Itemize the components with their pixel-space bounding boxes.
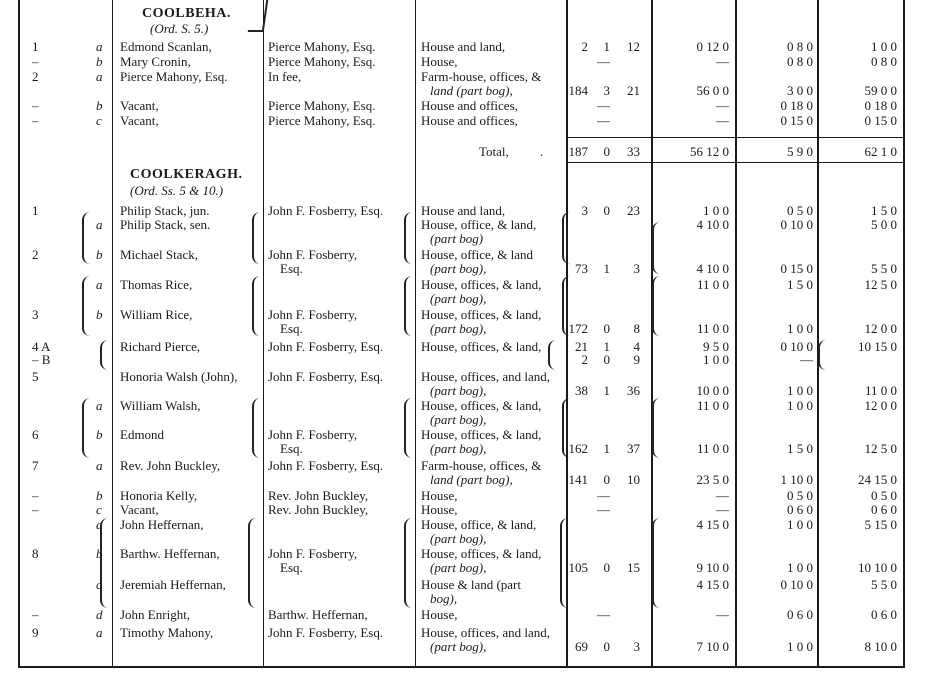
valuation-land: 0 12 0 [696,39,729,54]
description-cont: (part bog), [430,261,487,276]
occupier-name: Pierce Mahony, Esq. [120,69,228,84]
valuation-buildings: 1 5 0 [787,441,813,456]
row-number: 5 [32,369,39,384]
row-number: 1 [32,203,39,218]
description-cont: (part bog), [430,560,487,575]
occupier-name: Honoria Walsh (John), [120,369,238,384]
area-roods: 0 [603,472,610,487]
row-sub-letter: b [96,54,103,69]
grouping-brace [652,398,662,458]
description-cont: (part bog), [430,321,487,336]
valuation-buildings: 0 8 0 [787,39,813,54]
description: House, offices, and land, [421,625,551,640]
pen-mark [248,0,268,32]
lessor-name: Barthw. Heffernan, [268,607,368,622]
lessor-name-cont: Esq. [280,560,303,575]
occupier-name: Mary Cronin, [120,54,191,69]
valuation-land: — [716,607,729,622]
grouping-brace [562,398,572,458]
row-sub-letter: a [96,398,103,413]
row-sub-letter: a [96,458,103,473]
lessor-name: John F. Fosberry, [268,247,358,262]
row-number: 7 [32,458,39,473]
grouping-brace [562,276,572,336]
valuation-total: 10 10 0 [858,560,897,575]
area-acres: 3 [581,203,588,218]
total-buildings: 5 9 0 [787,144,813,159]
row-number: 6 [32,427,39,442]
occupier-name: Honoria Kelly, [120,488,198,503]
row-number: – [32,98,39,113]
rule-total-bottom [566,162,905,163]
occupier-name: Rev. John Buckley, [120,458,221,473]
area-acres: 2 [581,39,588,54]
area-perches: 37 [627,441,640,456]
grouping-brace [818,340,828,370]
section-title-coolbeha: COOLBEHA. [142,6,231,21]
description: House and land, [421,203,506,218]
row-number: – B [32,352,51,367]
row-sub-letter: a [96,625,103,640]
row-sub-letter: a [96,277,103,292]
description: Farm-house, offices, & [421,69,542,84]
rule-left [18,0,20,668]
row-number: – [32,54,39,69]
total-roods: 0 [603,144,610,159]
area-acres: 184 [568,83,588,98]
description: House and offices, [421,113,518,128]
area-roods: — [597,502,610,517]
grouping-brace [82,276,92,336]
valuation-buildings: 0 18 0 [780,98,813,113]
valuation-total: 5 0 0 [871,217,897,232]
valuation-total: 1 5 0 [871,203,897,218]
total-acres: 187 [568,144,588,159]
valuation-land: — [716,98,729,113]
occupier-name: Michael Stack, [120,247,198,262]
area-roods: 0 [603,203,610,218]
area-acres: 73 [575,261,588,276]
area-acres: 162 [568,441,588,456]
area-acres: 69 [575,639,588,654]
valuation-total: 0 6 0 [871,607,897,622]
area-roods: — [597,488,610,503]
valuation-buildings: 0 5 0 [787,203,813,218]
grouping-brace [652,222,662,274]
area-roods: — [597,54,610,69]
lessor-name: John F. Fosberry, [268,307,358,322]
row-number: – [32,113,39,128]
rule-sub [112,0,113,668]
valuation-land: 11 0 0 [696,277,729,292]
valuation-total: 0 15 0 [864,113,897,128]
occupier-name: Vacant, [120,98,159,113]
grouping-brace [252,276,262,336]
valuation-land: 11 0 0 [696,321,729,336]
description: House and offices, [421,98,518,113]
valuation-buildings: 1 10 0 [780,472,813,487]
valuation-land: 10 0 0 [696,383,729,398]
lessor-name: John F. Fosberry, Esq. [268,339,384,354]
description: House, offices, & land, [421,546,542,561]
description-cont: (part bog), [430,531,487,546]
occupier-name: John Enright, [120,607,191,622]
description: House, [421,502,458,517]
grouping-brace [562,212,572,264]
valuation-buildings: 0 15 0 [780,261,813,276]
valuation-land: 11 0 0 [696,398,729,413]
occupier-name: Barthw. Heffernan, [120,546,220,561]
occupier-name: Edmond [120,427,165,442]
description-cont: (part bog), [430,383,487,398]
area-perches: 21 [627,83,640,98]
area-roods: 1 [603,383,610,398]
rule-lessor [415,0,416,668]
row-sub-letter: b [96,427,103,442]
valuation-land: — [716,502,729,517]
valuation-land: — [716,488,729,503]
row-sub-letter: b [96,307,103,322]
section-ord-coolkeragh: (Ord. Ss. 5 & 10.) [130,183,224,198]
row-sub-letter: b [96,247,103,262]
occupier-name: Richard Pierce, [120,339,201,354]
grouping-brace [548,340,558,370]
valuation-land: — [716,113,729,128]
description: House, [421,607,458,622]
lessor-name: John F. Fosberry, Esq. [268,203,384,218]
lessor-name: John F. Fosberry, Esq. [268,625,384,640]
description-cont: bog), [430,591,458,606]
description-cont: land (part bog), [430,83,513,98]
valuation-land: 4 10 0 [696,261,729,276]
total-label: Total, [479,144,509,159]
area-roods: 0 [603,639,610,654]
section-ord-coolbeha: (Ord. S. 5.) [150,21,209,36]
valuation-buildings: 0 5 0 [787,488,813,503]
valuation-land: 56 0 0 [696,83,729,98]
occupier-name: Timothy Mahony, [120,625,214,640]
valuation-buildings: 0 10 0 [780,339,813,354]
area-perches: 4 [633,339,640,354]
description: House, [421,54,458,69]
occupier-name: John Heffernan, [120,517,204,532]
valuation-total: 5 5 0 [871,577,897,592]
occupier-name: Jeremiah Heffernan, [120,577,226,592]
valuation-total: 10 15 0 [858,339,897,354]
area-roods: 1 [603,39,610,54]
lessor-name: Rev. John Buckley, [268,488,369,503]
area-roods: 1 [603,441,610,456]
lessor-name: Pierce Mahony, Esq. [268,113,376,128]
area-perches: 12 [627,39,640,54]
valuation-land: — [716,54,729,69]
valuation-total: 8 10 0 [864,639,897,654]
occupier-name: Philip Stack, sen. [120,217,211,232]
row-number: 3 [32,307,39,322]
rule-land [735,0,737,668]
valuation-buildings: 1 0 0 [787,560,813,575]
valuation-total: 12 0 0 [864,321,897,336]
area-acres: 2 [581,352,588,367]
valuation-land: 11 0 0 [696,441,729,456]
grouping-brace [404,518,414,608]
rule-occupier [263,0,264,668]
valuation-land: 4 15 0 [696,517,729,532]
valuation-total: 12 5 0 [864,441,897,456]
row-sub-letter: b [96,98,103,113]
area-roods: 1 [603,339,610,354]
description-cont: (part bog), [430,291,487,306]
area-perches: 9 [633,352,640,367]
total-total: 62 1 0 [864,144,897,159]
area-acres: 172 [568,321,588,336]
grouping-brace [100,518,110,608]
lessor-name-cont: Esq. [280,261,303,276]
valuation-land: 23 5 0 [696,472,729,487]
occupier-name: William Rice, [120,307,193,322]
area-acres: 38 [575,383,588,398]
row-sub-letter: c [96,502,102,517]
description: House, office, & land [421,247,534,262]
grouping-brace [248,518,258,608]
valuation-total: 0 18 0 [864,98,897,113]
area-acres: 105 [568,560,588,575]
lessor-name: Pierce Mahony, Esq. [268,98,376,113]
grouping-brace [252,212,262,264]
area-acres: 21 [575,339,588,354]
valuation-buildings: 1 0 0 [787,517,813,532]
description: House, offices, and land, [421,369,551,384]
valuation-buildings: 0 6 0 [787,607,813,622]
area-perches: 3 [633,639,640,654]
description-cont: (part bog), [430,441,487,456]
valuation-buildings: 1 0 0 [787,398,813,413]
rule-bld [817,0,819,668]
area-roods: 1 [603,261,610,276]
valuation-land: 7 10 0 [696,639,729,654]
valuation-buildings: 0 10 0 [780,577,813,592]
valuation-total: 59 0 0 [864,83,897,98]
valuation-buildings: 0 8 0 [787,54,813,69]
description: House, offices, & land, [421,339,542,354]
valuation-land: 9 10 0 [696,560,729,575]
description: House, offices, & land, [421,277,542,292]
row-sub-letter: a [96,517,103,532]
grouping-brace [100,340,110,370]
valuation-buildings: 1 0 0 [787,639,813,654]
row-number: – [32,488,39,503]
area-perches: 23 [627,203,640,218]
area-perches: 15 [627,560,640,575]
row-sub-letter: a [96,39,103,54]
rule-total-top [566,137,905,138]
occupier-name: Vacant, [120,502,159,517]
area-perches: 36 [627,383,640,398]
total-land: 56 12 0 [690,144,729,159]
area-perches: 3 [633,261,640,276]
lessor-name: Pierce Mahony, Esq. [268,39,376,54]
valuation-buildings: 1 0 0 [787,383,813,398]
valuation-total: 5 5 0 [871,261,897,276]
occupier-name: Philip Stack, jun. [120,203,210,218]
grouping-brace [652,518,662,608]
valuation-total: 12 5 0 [864,277,897,292]
valuation-total: 12 0 0 [864,398,897,413]
description: House, office, & land, [421,517,537,532]
lessor-name: John F. Fosberry, [268,546,358,561]
valuation-total: 0 8 0 [871,54,897,69]
description: Farm-house, offices, & [421,458,542,473]
grouping-brace [404,398,414,458]
description: House, offices, & land, [421,398,542,413]
rule-right [903,0,905,668]
valuation-land: 1 0 0 [703,352,729,367]
description: House, office, & land, [421,217,537,232]
grouping-brace [652,276,662,336]
valuation-buildings: 0 6 0 [787,502,813,517]
valuation-total: 1 0 0 [871,39,897,54]
row-sub-letter: b [96,488,103,503]
valuation-total: 0 6 0 [871,502,897,517]
valuation-total: 11 0 0 [864,383,897,398]
row-number: 8 [32,546,39,561]
area-roods: — [597,607,610,622]
description-cont: (part bog), [430,639,487,654]
grouping-brace [82,212,92,264]
occupier-name: William Walsh, [120,398,201,413]
lessor-name: John F. Fosberry, Esq. [268,369,384,384]
row-number: 2 [32,247,39,262]
lessor-name: John F. Fosberry, [268,427,358,442]
occupier-name: Edmond Scanlan, [120,39,212,54]
lessor-name: Pierce Mahony, Esq. [268,54,376,69]
valuation-land: 4 15 0 [696,577,729,592]
description-cont: land (part bog), [430,472,513,487]
lessor-name: In fee, [268,69,302,84]
description-cont: (part bog), [430,412,487,427]
valuation-buildings: 0 10 0 [780,217,813,232]
row-sub-letter: b [96,546,103,561]
occupier-name: Vacant, [120,113,159,128]
grouping-brace [82,398,92,458]
row-sub-letter: c [96,113,102,128]
lessor-name: John F. Fosberry, Esq. [268,458,384,473]
rule-bottom [18,666,905,668]
row-sub-letter: c [96,577,102,592]
valuation-land: 4 10 0 [696,217,729,232]
row-number: 4 A [32,339,51,354]
row-number: 2 [32,69,39,84]
area-roods: 0 [603,321,610,336]
area-acres: 141 [568,472,588,487]
grouping-brace [560,518,570,608]
description: House, [421,488,458,503]
row-sub-letter: a [96,69,103,84]
description: House, offices, & land, [421,307,542,322]
description: House, offices, & land, [421,427,542,442]
total-dots: . [540,144,544,159]
area-perches: 8 [633,321,640,336]
valuation-buildings: 1 5 0 [787,277,813,292]
description: House and land, [421,39,506,54]
area-roods: 3 [603,83,610,98]
row-sub-letter: d [96,607,103,622]
grouping-brace [252,398,262,458]
grouping-brace [404,276,414,336]
row-number: 1 [32,39,39,54]
lessor-name-cont: Esq. [280,441,303,456]
valuation-buildings: 3 0 0 [787,83,813,98]
area-roods: 0 [603,560,610,575]
area-perches: 10 [627,472,640,487]
section-title-coolkeragh: COOLKERAGH. [130,167,243,182]
grouping-brace [404,212,414,264]
row-sub-letter: a [96,217,103,232]
area-roods: — [597,113,610,128]
description-cont: (part bog) [430,231,484,246]
row-number: – [32,502,39,517]
valuation-buildings: — [800,352,813,367]
valuation-total: 0 5 0 [871,488,897,503]
lessor-name-cont: Esq. [280,321,303,336]
description: House & land (part [421,577,522,592]
total-perches: 33 [627,144,640,159]
occupier-name: Thomas Rice, [120,277,193,292]
valuation-buildings: 0 15 0 [780,113,813,128]
area-roods: 0 [603,352,610,367]
valuation-land: 9 5 0 [703,339,729,354]
lessor-name: Rev. John Buckley, [268,502,369,517]
row-number: 9 [32,625,39,640]
valuation-land: 1 0 0 [703,203,729,218]
valuation-total: 5 15 0 [864,517,897,532]
row-number: – [32,607,39,622]
area-roods: — [597,98,610,113]
valuation-total: 24 15 0 [858,472,897,487]
valuation-buildings: 1 0 0 [787,321,813,336]
